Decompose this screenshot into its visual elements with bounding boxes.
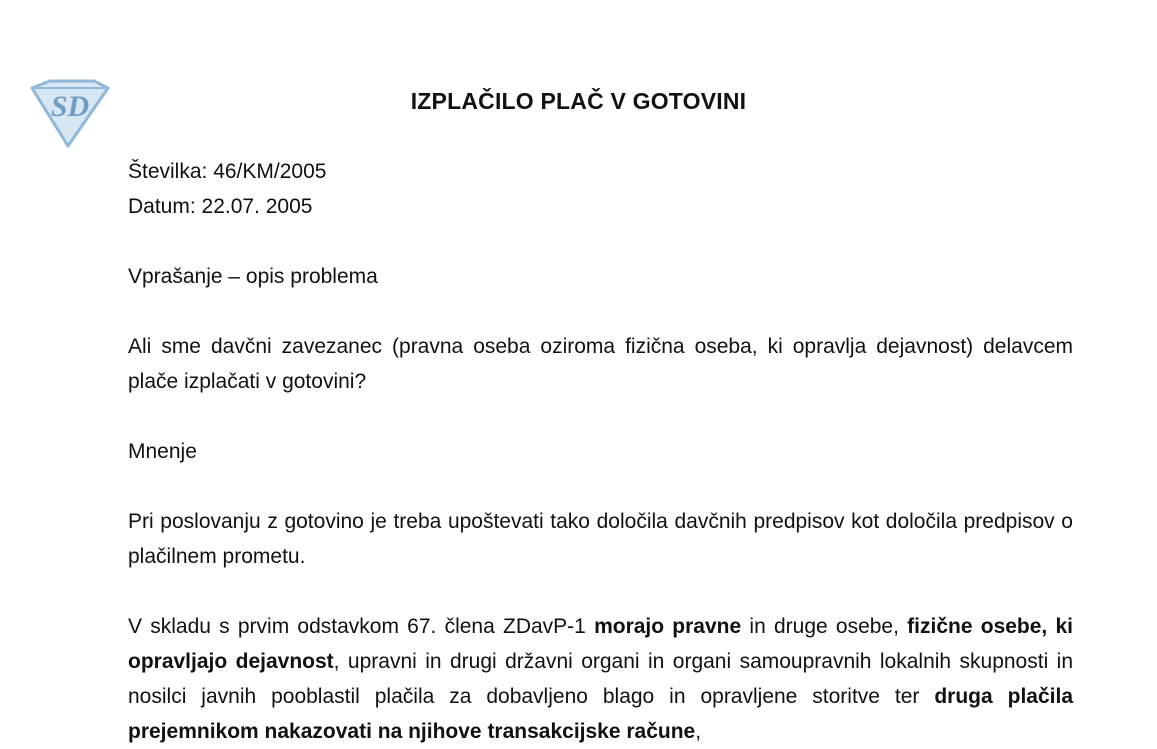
section-heading-opinion: Mnenje bbox=[128, 440, 197, 463]
question-paragraph: Ali sme davčni zavezanec (pravna oseba oziroma fizična oseba, ki opravlja dejavnost) delavcem plače izplačati v gotovini? bbox=[128, 335, 1073, 393]
document-date: Datum: 22.07. 2005 bbox=[128, 195, 313, 218]
document-number: Številka: 46/KM/2005 bbox=[128, 160, 327, 183]
bold-phrase: druga plačila prejemnikom nakazovati na njihove transakcijske račune bbox=[128, 685, 1073, 743]
opinion-paragraph-2: V skladu s prvim odstavkom 67. člena ZDavP-1 morajo pravne in druge osebe, fizične osebe, ki opravljajo dejavnost, upravni in drugi državni organi in organi samoupravnih lokalnih skupnosti in nosilci javnih pooblastil plačila za dobavljeno blago in opravljene storitve ter druga plačila prejemnikom nakazovati na njihove transakcijske račune, bbox=[128, 615, 1074, 743]
document-body bbox=[128, 154, 1073, 749]
bold-phrase: fizične osebe, ki opravljajo dejavnost bbox=[128, 615, 1073, 673]
section-heading-question: Vprašanje – opis problema bbox=[128, 265, 378, 288]
logo-lettering: SD bbox=[50, 90, 90, 123]
document-title: IZPLAČILO PLAČ V GOTOVINI bbox=[410, 88, 747, 114]
opinion-paragraph-1: Pri poslovanju z gotovino je treba upoštevati tako določila davčnih predpisov kot določila predpisov o plačilnem prometu. bbox=[128, 510, 1073, 568]
bold-phrase: morajo pravne bbox=[594, 615, 742, 638]
